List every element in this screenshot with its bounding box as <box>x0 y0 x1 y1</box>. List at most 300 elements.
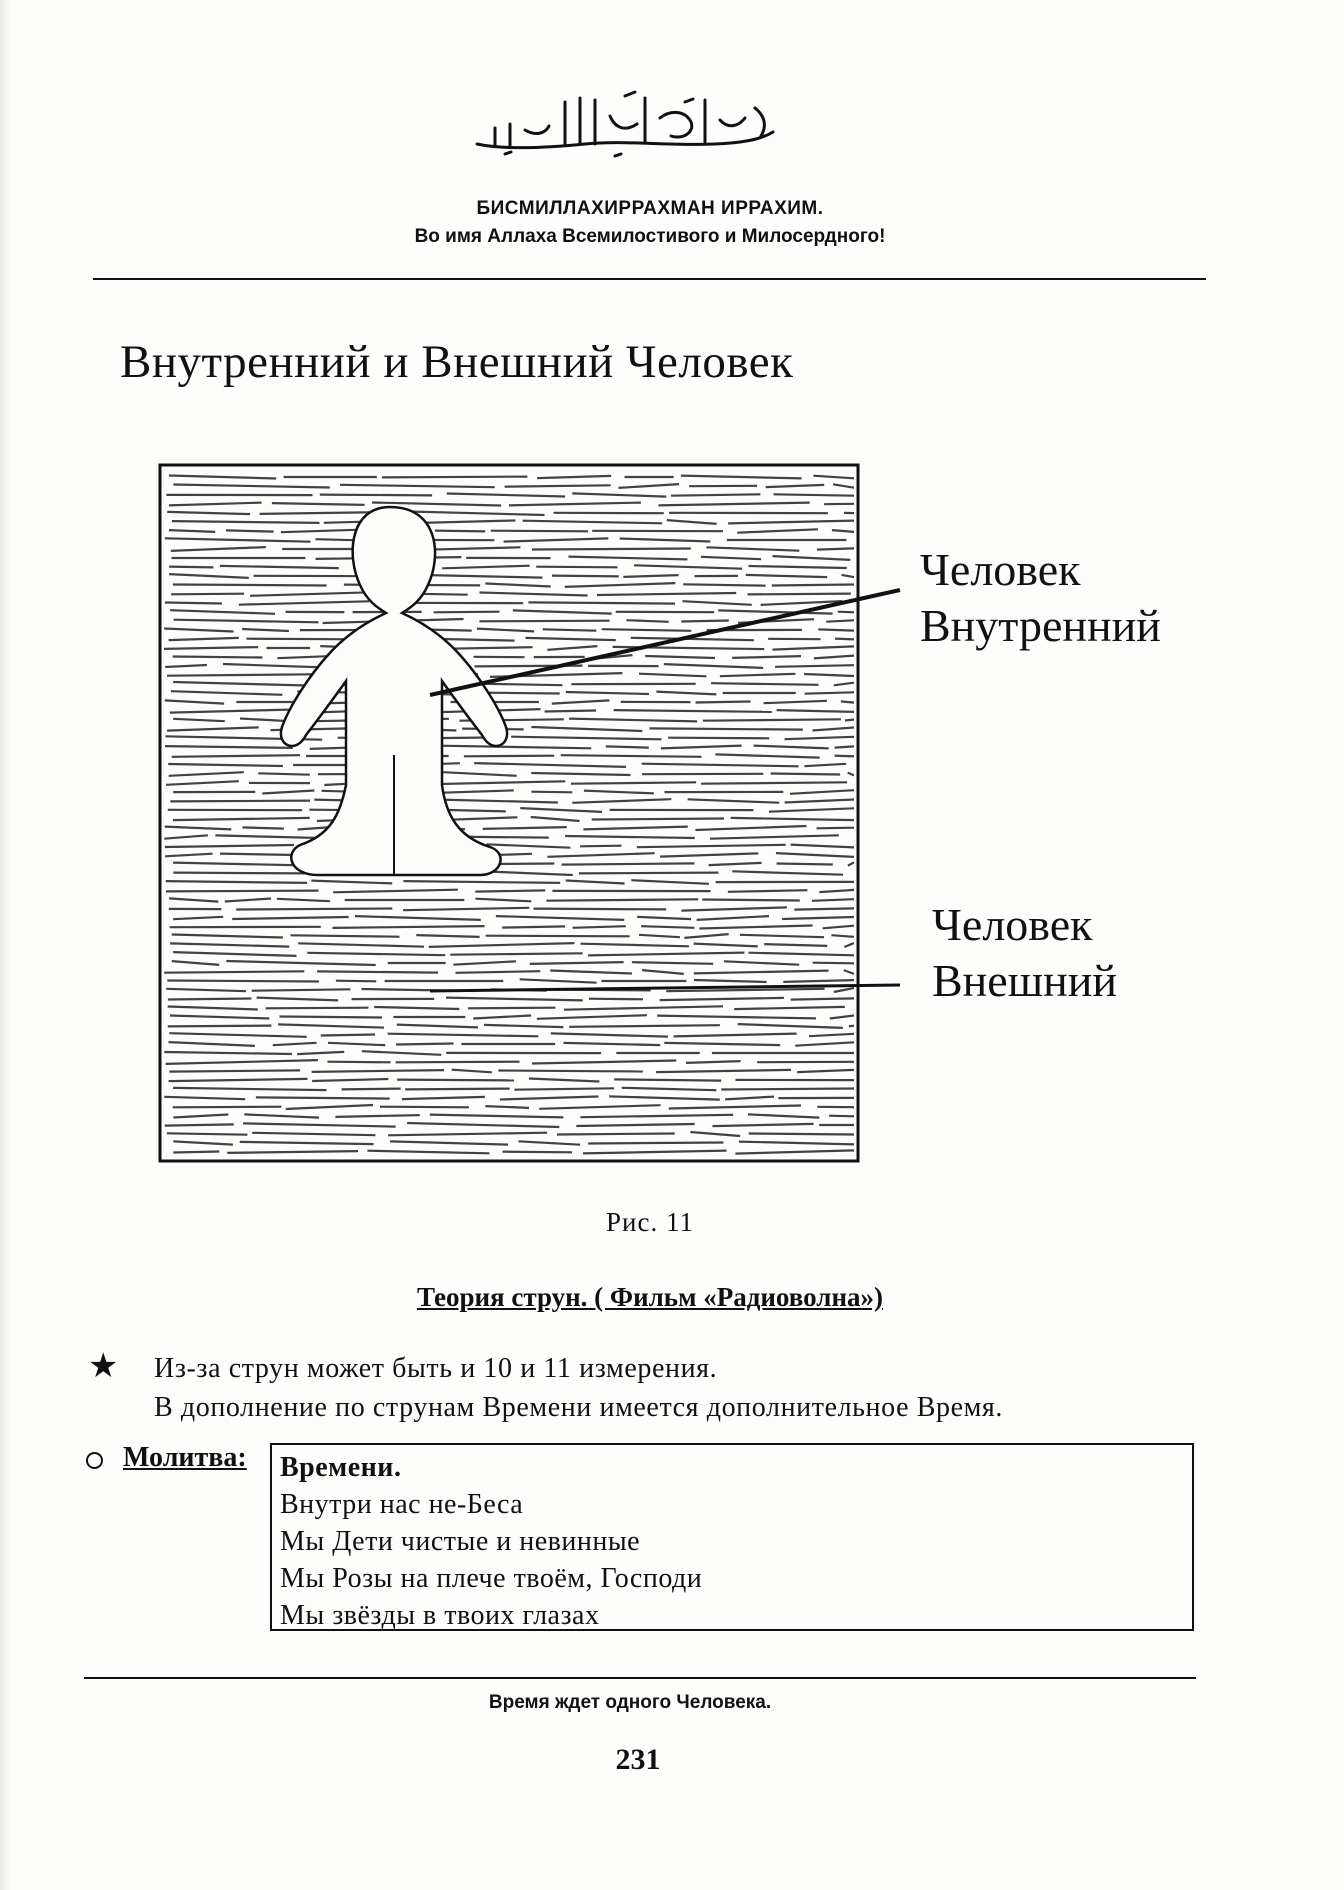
hatch-stroke <box>170 610 275 614</box>
hatch-stroke <box>169 1042 255 1046</box>
hatch-stroke <box>650 728 803 729</box>
hatch-stroke <box>715 754 819 757</box>
hatch-stroke <box>539 1105 660 1109</box>
hatch-stroke <box>728 521 854 524</box>
hatch-stroke <box>536 567 617 568</box>
hatch-stroke <box>669 1106 801 1109</box>
hatch-stroke <box>809 1034 854 1036</box>
hatch-stroke <box>728 890 808 892</box>
hatch-stroke <box>829 1116 854 1117</box>
figure-caption: Рис. 11 <box>606 1207 694 1237</box>
hatch-stroke <box>531 727 642 731</box>
hatch-stroke <box>168 764 283 766</box>
hatch-stroke <box>703 719 841 720</box>
hatch-stroke <box>552 576 619 577</box>
hatch-stroke <box>443 772 516 776</box>
hatch-stroke <box>573 926 626 928</box>
hatch-stroke <box>732 656 801 658</box>
hatch-stroke <box>165 538 311 541</box>
hatch-stroke <box>434 612 500 613</box>
hatch-stroke <box>581 944 689 947</box>
label-outer-person-line1: Человек <box>932 899 1093 950</box>
hatch-stroke <box>547 853 654 857</box>
hatch-stroke <box>551 1033 668 1036</box>
hatch-stroke <box>773 646 855 649</box>
hatch-stroke <box>833 484 854 487</box>
hatch-stroke <box>835 639 854 640</box>
hatch-stroke <box>572 493 666 496</box>
hatch-stroke <box>737 529 818 532</box>
hatch-stroke <box>362 1051 442 1055</box>
hatch-stroke <box>552 700 610 703</box>
hatch-stroke <box>696 702 751 703</box>
hatch-stroke <box>602 629 692 631</box>
hatch-stroke <box>702 900 800 901</box>
hatch-stroke <box>769 808 854 811</box>
hatch-stroke <box>252 989 351 990</box>
hatch-stroke <box>286 1105 373 1109</box>
hatch-stroke <box>569 719 697 722</box>
hatch-stroke <box>166 881 307 883</box>
hatch-stroke <box>447 494 565 497</box>
hatch-stroke <box>170 709 300 712</box>
prayer-line: Мы Розы на плече твоём, Господи <box>280 1563 703 1594</box>
basmala-translation: Во имя Аллаха Всемилостивого и Милосердного! <box>414 226 886 247</box>
prayer-box <box>270 1443 1194 1631</box>
hatch-stroke <box>165 746 293 748</box>
hatch-stroke <box>734 1007 845 1009</box>
hatch-stroke <box>690 1132 740 1136</box>
hatch-stroke <box>169 574 249 578</box>
hatch-stroke <box>848 862 854 865</box>
hatch-stroke <box>167 1133 248 1134</box>
hatch-stroke <box>830 1016 854 1019</box>
prayer-line: Мы Дети чистые и невинные <box>280 1526 641 1557</box>
hatch-stroke <box>291 935 400 936</box>
hatch-stroke <box>790 790 854 794</box>
hatch-stroke <box>486 936 630 937</box>
hatch-stroke <box>169 1079 308 1081</box>
hatch-stroke <box>748 1114 819 1117</box>
hatch-stroke <box>534 909 667 910</box>
hatch-stroke <box>468 1008 555 1009</box>
hatch-stroke <box>773 556 851 560</box>
hatch-stroke <box>562 863 695 864</box>
hatch-stroke <box>312 1070 444 1072</box>
figure-frame <box>160 465 858 1161</box>
hatch-stroke <box>169 898 218 901</box>
hatch-stroke <box>243 827 284 828</box>
hatch-stroke <box>167 674 313 675</box>
hatch-stroke <box>637 917 691 919</box>
hatch-stroke <box>579 873 718 874</box>
hatch-stroke <box>240 1142 374 1144</box>
hatch-stroke <box>749 566 847 568</box>
hatch-stroke <box>681 907 787 910</box>
hatch-stroke <box>277 899 330 901</box>
hatch-stroke <box>735 1150 854 1153</box>
hatch-stroke <box>776 853 854 857</box>
hatch-stroke <box>440 746 592 749</box>
hatch-stroke <box>844 970 854 974</box>
hatch-stroke <box>532 1061 676 1064</box>
hatch-stroke <box>701 557 761 559</box>
hatch-stroke <box>317 971 438 972</box>
hatch-stroke <box>397 1080 514 1081</box>
hatch-stroke <box>597 593 736 595</box>
note-line: В дополнение по струнам Времени имеется дополнительное Время. <box>154 1392 1003 1423</box>
hatch-stroke <box>168 1007 258 1010</box>
hatch-stroke <box>656 692 716 695</box>
hatch-stroke <box>580 1115 733 1117</box>
hatch-stroke <box>777 710 854 712</box>
hatch-stroke <box>505 485 611 486</box>
hatch-stroke <box>311 881 392 884</box>
hatch-stroke <box>660 998 784 1000</box>
hatch-stroke <box>435 800 558 803</box>
hatch-stroke <box>845 720 854 721</box>
hatch-stroke <box>732 871 843 874</box>
hatch-stroke <box>775 665 854 667</box>
hatch-stroke <box>819 890 854 892</box>
hatch-stroke <box>169 503 262 506</box>
hatch-stroke <box>832 530 854 532</box>
hatch-stroke <box>620 539 711 542</box>
hatch-stroke <box>298 943 424 946</box>
hatch-stroke <box>336 981 376 982</box>
hatch-stroke <box>168 1026 272 1027</box>
hatch-stroke <box>804 674 854 676</box>
hatch-stroke <box>333 926 485 928</box>
page-number: 231 <box>615 1743 661 1776</box>
hatch-stroke <box>258 773 310 774</box>
hatch-stroke <box>572 799 671 803</box>
hatch-stroke <box>632 962 713 964</box>
hatch-stroke <box>589 999 643 1000</box>
hatch-stroke <box>588 953 744 956</box>
hatch-stroke <box>429 943 575 947</box>
hatch-stroke <box>681 476 802 479</box>
hatch-stroke <box>823 926 854 929</box>
hatch-stroke <box>657 1016 816 1019</box>
hatch-stroke <box>783 980 854 982</box>
hatch-stroke <box>580 846 621 847</box>
hatch-stroke <box>402 1097 485 1099</box>
hatch-stroke <box>166 989 246 991</box>
hatch-stroke <box>165 700 224 703</box>
hatch-stroke <box>169 1033 306 1037</box>
hatch-stroke <box>688 799 780 802</box>
hatch-stroke <box>532 549 691 550</box>
hatch-stroke <box>165 845 294 847</box>
hatch-stroke <box>668 738 769 739</box>
hatch-stroke <box>280 1017 383 1018</box>
hatch-stroke <box>609 1096 720 1099</box>
prayer-line: Мы звёзды в твоих глазах <box>280 1600 600 1631</box>
hatch-stroke <box>500 1097 599 1100</box>
hatch-stroke <box>835 756 854 757</box>
hatch-stroke <box>374 1007 459 1009</box>
hatch-stroke <box>164 647 258 649</box>
hatch-stroke <box>243 1123 396 1126</box>
basmala-transliteration: БИСМИЛЛАХИРРАХМАН ИРРАХИМ. <box>476 198 824 219</box>
hatch-stroke <box>711 683 818 685</box>
hatch-stroke <box>396 1062 520 1063</box>
hatch-stroke <box>639 935 680 937</box>
hatch-stroke <box>456 971 541 973</box>
hatch-stroke <box>772 585 854 586</box>
hatch-stroke <box>173 818 310 820</box>
hatch-stroke <box>169 1070 300 1071</box>
hatch-stroke <box>721 1089 854 1090</box>
hatch-stroke <box>266 1008 369 1009</box>
hatch-stroke <box>584 791 654 794</box>
hatch-stroke <box>173 1115 228 1118</box>
hatch-stroke <box>172 935 283 938</box>
pointer-outer <box>430 985 900 991</box>
hatch-stroke <box>838 612 854 613</box>
hatch-stroke <box>250 592 375 596</box>
hatch-stroke <box>164 1052 292 1054</box>
hatch-stroke <box>367 1151 489 1154</box>
hatch-stroke <box>523 521 663 524</box>
hatch-stroke <box>699 926 812 929</box>
hatch-stroke <box>749 1134 854 1135</box>
hatch-stroke <box>713 1124 814 1126</box>
hatch-stroke <box>530 962 624 964</box>
hatch-stroke <box>491 531 588 532</box>
hatch-stroke <box>817 548 854 549</box>
hatch-stroke <box>834 683 854 686</box>
hatch-stroke <box>173 1088 326 1090</box>
hatch-stroke <box>244 1114 319 1117</box>
svg-text:بِسْمِ ٱللَّٰهِ ٱلرَّحْمَٰنِ ٱ: بِسْمِ ٱللَّٰهِ ٱلرَّحْمَٰنِ ٱلرَّحِيمِ <box>465 88 477 89</box>
hatch-stroke <box>813 476 854 479</box>
hatch-stroke <box>504 538 609 541</box>
hatch-stroke <box>645 656 715 658</box>
hatch-stroke <box>782 917 854 919</box>
hatch-stroke <box>681 621 729 622</box>
hatch-stroke <box>485 584 550 587</box>
hatch-stroke <box>257 998 339 1001</box>
hatch-stroke <box>476 899 532 902</box>
hatch-stroke <box>167 981 319 982</box>
hatch-stroke <box>739 1142 854 1145</box>
hatch-stroke <box>173 657 263 658</box>
hatch-stroke <box>173 863 303 866</box>
hatch-stroke <box>307 953 445 955</box>
hatch-stroke <box>659 503 810 506</box>
hatch-stroke <box>564 1006 723 1009</box>
hatch-stroke <box>170 801 310 802</box>
hatch-stroke <box>372 503 501 506</box>
hatch-stroke <box>403 908 529 910</box>
hatch-stroke <box>442 566 530 569</box>
hatch-stroke <box>842 575 855 577</box>
hatch-stroke <box>576 1124 694 1126</box>
hatch-stroke <box>498 1071 642 1072</box>
hatch-stroke <box>639 674 706 677</box>
hatch-stroke <box>172 755 300 757</box>
hatch-stroke <box>777 864 833 865</box>
hatch-stroke <box>565 583 676 587</box>
prayer-label: Молитва: <box>123 1442 247 1473</box>
hatch-stroke <box>173 585 327 586</box>
hatch-stroke <box>664 664 763 668</box>
hatch-stroke <box>557 1134 675 1135</box>
hatch-stroke <box>564 1043 661 1045</box>
hatch-stroke <box>167 512 250 514</box>
hatch-stroke <box>529 1079 599 1082</box>
hatch-stroke <box>812 899 854 901</box>
hatch-stroke <box>173 1107 282 1108</box>
hatch-stroke <box>592 819 724 820</box>
hatch-stroke <box>683 601 752 605</box>
hatch-stroke <box>464 756 554 757</box>
hatch-stroke <box>164 971 304 972</box>
hatch-stroke <box>173 952 296 956</box>
hatch-stroke <box>169 638 239 640</box>
hatch-stroke <box>568 557 687 560</box>
hatch-stroke <box>382 477 528 478</box>
hatch-stroke <box>220 566 339 568</box>
hatch-stroke <box>566 692 649 694</box>
hatch-stroke <box>256 1097 390 1098</box>
hatch-stroke <box>320 495 432 496</box>
circle-bullet-icon <box>86 1452 103 1469</box>
hatch-stroke <box>164 835 208 838</box>
page-title: Внутренний и Внешний Человек <box>120 336 794 388</box>
hatch-stroke <box>165 665 207 667</box>
hatch-stroke <box>278 1024 384 1027</box>
hatch-stroke <box>430 1115 564 1118</box>
hatch-stroke <box>173 1152 219 1153</box>
hatch-stroke <box>543 629 597 630</box>
hatch-stroke <box>407 1123 559 1127</box>
hatch-stroke <box>764 944 827 946</box>
hatch-stroke <box>173 873 305 874</box>
page-edge-shadow <box>0 0 10 1890</box>
hatch-stroke <box>165 603 222 604</box>
hatch-stroke <box>473 1016 531 1019</box>
hatch-stroke <box>173 917 223 919</box>
hatch-stroke <box>511 737 661 740</box>
header-divider <box>93 278 1206 280</box>
hatch-stroke <box>450 953 582 954</box>
hatch-stroke <box>164 629 234 632</box>
hatch-stroke <box>388 1034 539 1037</box>
hatch-stroke <box>537 1015 647 1019</box>
hatch-stroke <box>835 746 854 747</box>
label-inner-person-line2: Внутренний <box>920 600 1161 651</box>
hatch-stroke <box>637 845 786 847</box>
hatch-stroke <box>484 1025 563 1027</box>
hatch-stroke <box>496 916 624 920</box>
hatch-stroke <box>738 1024 843 1028</box>
hatch-stroke <box>571 782 696 783</box>
hatch-stroke <box>642 970 684 974</box>
hatch-stroke <box>671 494 760 495</box>
hatch-stroke <box>818 629 854 630</box>
hatch-stroke <box>169 567 213 568</box>
hatch-stroke <box>813 963 854 964</box>
hatch-stroke <box>435 531 485 532</box>
hatch-stroke <box>169 772 244 776</box>
hatch-stroke <box>236 909 392 910</box>
note-line: Из-за струн может быть и 10 и 11 измерения. <box>154 1353 718 1384</box>
hatch-stroke <box>340 485 495 487</box>
hatch-stroke <box>848 773 854 776</box>
hatch-stroke <box>173 1141 233 1144</box>
hatch-stroke <box>531 773 630 775</box>
hatch-stroke <box>746 575 827 577</box>
hatch-stroke <box>797 1070 854 1072</box>
hatch-stroke <box>697 916 769 920</box>
hatch-stroke <box>165 827 232 830</box>
hatch-stroke <box>667 520 717 524</box>
hatch-stroke <box>171 547 266 551</box>
hatch-stroke <box>396 1044 453 1045</box>
hatch-stroke <box>771 774 841 775</box>
hatching-lines <box>164 476 854 1154</box>
hatch-stroke <box>686 1061 741 1063</box>
hatch-stroke <box>569 1025 720 1027</box>
hatch-stroke <box>509 503 641 506</box>
hatch-stroke <box>171 594 244 595</box>
hatch-stroke <box>520 979 597 982</box>
hatch-stroke <box>485 1106 529 1108</box>
hatch-stroke <box>622 1088 717 1090</box>
hatch-stroke <box>674 1034 797 1037</box>
hatch-stroke <box>814 656 854 659</box>
hatch-stroke <box>566 881 625 884</box>
hatch-stroke <box>173 485 329 488</box>
hatch-stroke <box>390 1141 508 1144</box>
hatch-stroke <box>720 674 796 676</box>
hatch-stroke <box>545 711 597 712</box>
basmala-calligraphy <box>465 88 785 166</box>
hatch-stroke <box>225 899 271 902</box>
hatch-stroke <box>416 935 479 937</box>
hatch-stroke <box>764 701 827 703</box>
hatch-stroke <box>380 1107 469 1108</box>
hatch-stroke <box>805 692 854 693</box>
hatch-stroke <box>355 916 481 920</box>
hatch-stroke <box>297 1052 344 1054</box>
hatch-stroke <box>701 782 847 783</box>
hatch-stroke <box>731 818 854 820</box>
hatch-stroke <box>166 781 239 785</box>
hatch-stroke <box>242 629 289 631</box>
hatch-stroke <box>335 1115 419 1117</box>
hatch-stroke <box>252 1133 375 1135</box>
hatch-stroke <box>709 863 762 865</box>
hatch-stroke <box>452 1070 492 1073</box>
hatch-stroke <box>327 1062 390 1063</box>
hatch-stroke <box>480 593 588 596</box>
hatch-stroke <box>168 999 252 1000</box>
hatch-stroke <box>565 836 695 838</box>
hatch-stroke <box>453 961 516 964</box>
hatch-stroke <box>166 891 319 892</box>
hatch-stroke <box>227 1151 358 1153</box>
pointer-inner <box>430 590 900 695</box>
footer-text: Время ждет одного Человека. <box>488 1692 772 1713</box>
hatch-stroke <box>166 1060 318 1064</box>
hatch-stroke <box>774 494 855 495</box>
hatch-stroke <box>503 1152 573 1153</box>
hatch-stroke <box>487 844 571 847</box>
